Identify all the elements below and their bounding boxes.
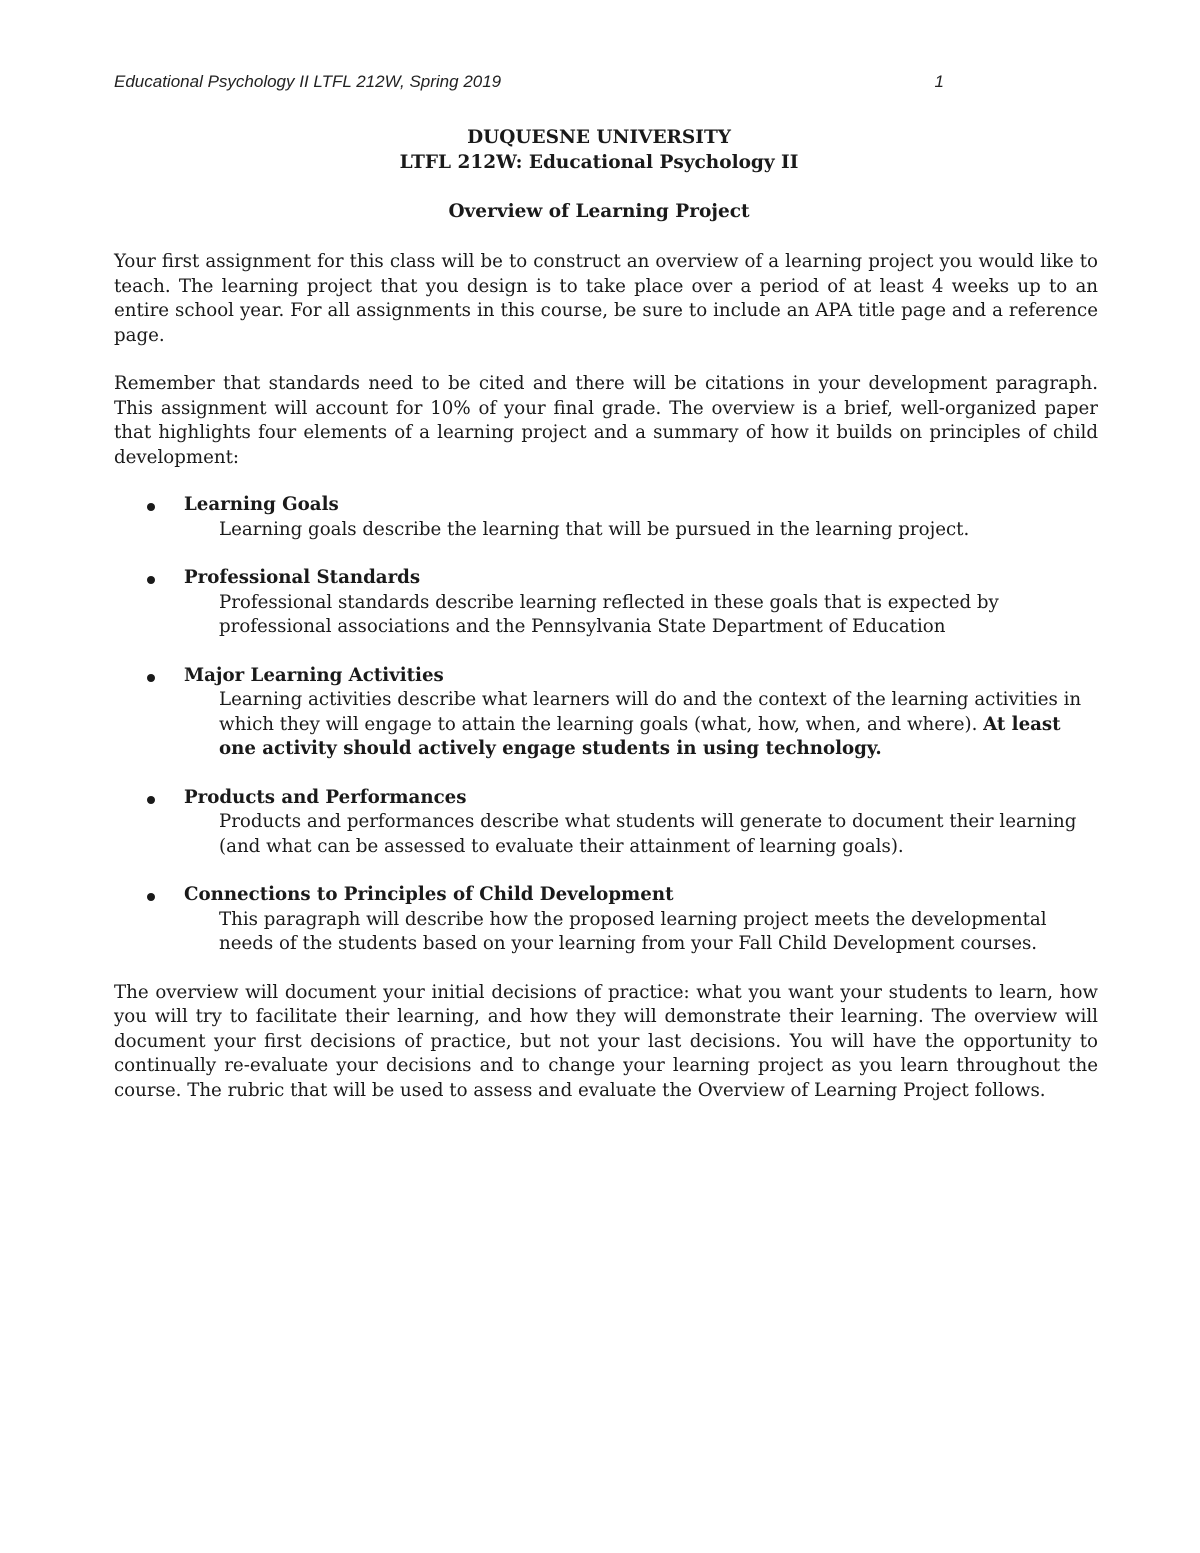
element-title: Major Learning Activities bbox=[184, 664, 444, 686]
university-title: DUQUESNE UNIVERSITY bbox=[467, 127, 731, 148]
element-description-wrapper bbox=[219, 688, 1098, 762]
bullet-icon bbox=[147, 503, 155, 511]
element-description: Products and performances describe what students will generate to document their learning (and what can be assessed to evaluate their attainment of learning goals). bbox=[219, 811, 1077, 857]
closing-paragraph: The overview will document your initial decisions of practice: what you want your students to learn, how you will try to facilitate their learning, and how they will demonstrate their learning. The overview will document your first decisions of practice, but not your last decisions. You will have the opportunity to continually re-evaluate your decisions and to change your learning project as you learn throughout the course. The rubric that will be used to assess and evaluate the Overview of Learning Project follows. bbox=[114, 981, 1098, 1101]
element-description: Learning activities describe what learners will do and the context of the learning activities in which they will engage to attain the learning goals (what, how, when, and where). bbox=[219, 689, 1082, 735]
bullet-icon bbox=[147, 796, 155, 804]
running-header bbox=[114, 72, 944, 92]
list-item bbox=[114, 786, 1098, 860]
element-description: Learning goals describe the learning that will be pursued in the learning project. bbox=[219, 518, 970, 540]
element-description: Professional standards describe learning reflected in these goals that is expected by professional associations and the Pennsylvania State Department of Education bbox=[219, 591, 999, 637]
list-item bbox=[114, 664, 1098, 762]
elements-list bbox=[114, 493, 1098, 957]
list-item bbox=[114, 493, 1098, 542]
bullet-icon bbox=[147, 576, 155, 584]
element-title: Products and Performances bbox=[184, 786, 467, 808]
element-title: Learning Goals bbox=[184, 494, 339, 515]
page-number: 1 bbox=[934, 72, 944, 91]
bullet-icon bbox=[147, 893, 155, 901]
element-description: This paragraph will describe how the proposed learning project meets the developmental needs of the students based on your learning from your Fall Child Development courses. bbox=[219, 908, 1047, 954]
bullet-icon bbox=[147, 674, 155, 682]
standards-paragraph: Remember that standards need to be cited and there will be citations in your development paragraph. This assignment will account for 10% of your final grade. The overview is a brief, well-organized paper that highlights four elements of a learning project and a summary of how it builds on principles of child development: bbox=[114, 373, 1098, 468]
intro-paragraph: Your first assignment for this class will be to construct an overview of a learning project you would like to teach. The learning project that you design is to take place over a period of at least 4 weeks up to an entire school year. For all assignments in this course, be sure to include an APA title page and a reference page. bbox=[114, 251, 1098, 346]
list-item bbox=[114, 883, 1098, 957]
element-title: Connections to Principles of Child Development bbox=[184, 884, 674, 905]
list-item bbox=[114, 566, 1098, 640]
document-body bbox=[114, 250, 1098, 1103]
assignment-title: Overview of Learning Project bbox=[448, 201, 750, 222]
technology-emphasis: At least one activity should actively engage students in using technology. bbox=[219, 713, 1061, 759]
course-title: LTFL 212W: Educational Psychology II bbox=[399, 152, 799, 173]
running-title: Educational Psychology II LTFL 212W, Spring 2019 bbox=[114, 72, 502, 91]
element-title: Professional Standards bbox=[184, 567, 421, 588]
